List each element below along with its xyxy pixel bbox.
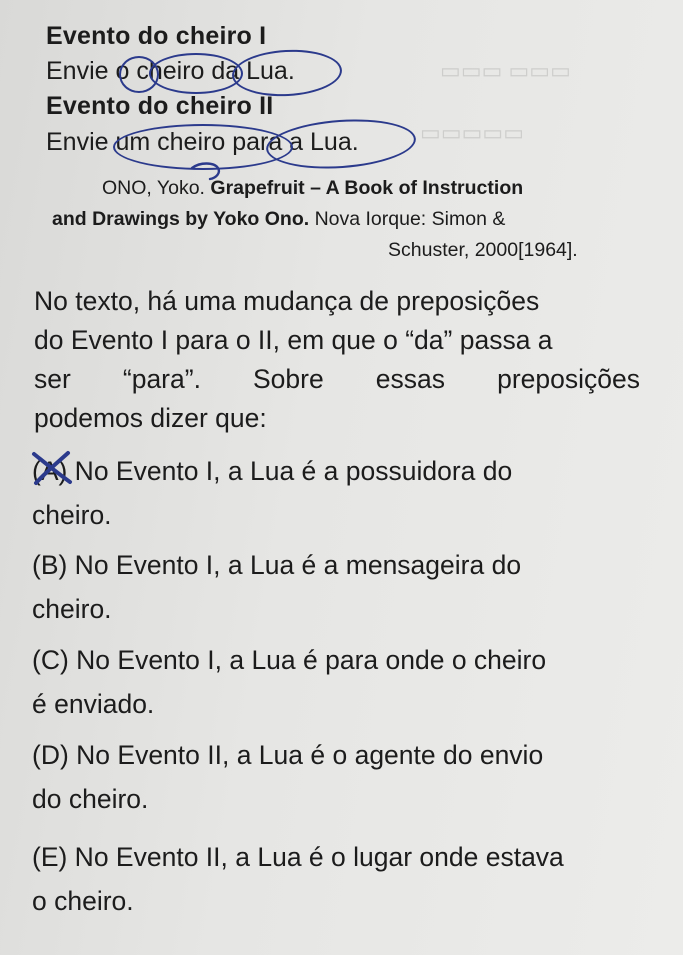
question-line-2: do Evento I para o II, em que o “da” passa a <box>34 325 553 355</box>
citation-title: Grapefruit – A Book of Instruction <box>210 177 524 199</box>
question-line-3: ser “para”. Sobre essas preposições <box>34 364 640 394</box>
option-e-line-1: (E) No Evento II, a Lua é o lugar onde estava <box>32 842 564 872</box>
option-b-line-1: (B) No Evento I, a Lua é a mensageira do <box>32 550 522 580</box>
x-mark-icon <box>30 450 74 486</box>
event2-text: Envie um cheiro para a Lua. <box>46 128 359 156</box>
show-through: ▭▭▭ ▭▭▭ <box>440 58 571 83</box>
question-line-4: podemos dizer que: <box>34 403 267 433</box>
show-through: ▭▭▭▭▭ <box>420 120 524 145</box>
option-b-line-2: cheiro. <box>32 594 112 624</box>
citation-line-2 <box>52 204 505 235</box>
citation-line-1 <box>102 173 523 204</box>
question-line-1: No texto, há uma mudança de preposições <box>34 286 540 316</box>
event2-title: Evento do cheiro II <box>46 92 274 120</box>
option-b[interactable] <box>32 543 644 631</box>
option-e[interactable] <box>32 835 644 923</box>
citation-publisher: Nova Iorque: Simon & <box>309 208 506 230</box>
option-d-line-1: (D) No Evento II, a Lua é o agente do envio <box>32 740 544 770</box>
option-a[interactable] <box>32 449 644 537</box>
option-e-line-2: o cheiro. <box>32 886 134 916</box>
citation-author: ONO, Yoko. <box>102 177 211 199</box>
option-c-line-1: (C) No Evento I, a Lua é para onde o cheiro <box>32 645 547 675</box>
option-c[interactable] <box>32 638 644 726</box>
option-a-line-1: (A) No Evento I, a Lua é a possuidora do <box>32 456 513 486</box>
option-d-line-2: do cheiro. <box>32 784 149 814</box>
option-d[interactable] <box>32 733 644 821</box>
citation-line-3: Schuster, 2000[1964]. <box>388 239 578 261</box>
option-a-line-2: cheiro. <box>32 500 112 530</box>
event1-text: Envie o cheiro da Lua. <box>46 57 295 85</box>
option-c-line-2: é enviado. <box>32 689 155 719</box>
event1-title: Evento do cheiro I <box>46 22 267 50</box>
citation-title-cont: and Drawings by Yoko Ono. <box>52 208 310 230</box>
